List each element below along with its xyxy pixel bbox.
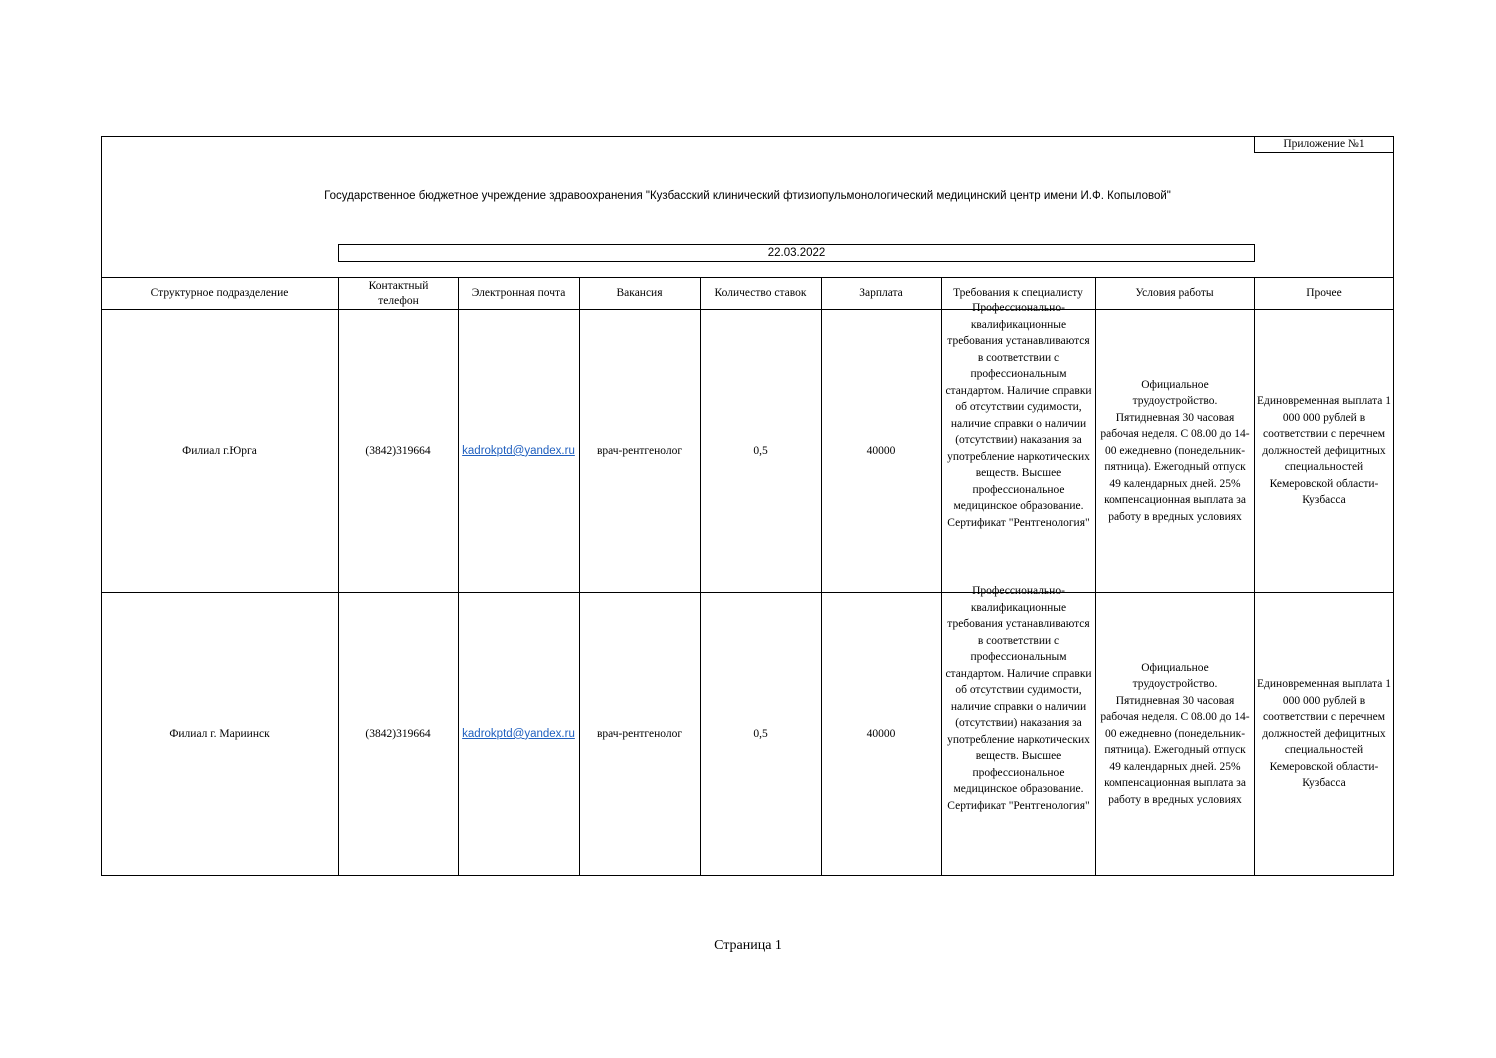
cell-salary: 40000 [866,727,896,740]
email-link[interactable]: kadrokptd@yandex.ru [462,727,575,740]
header-requirements: Требования к специалисту [953,287,1083,300]
requirements-text: Профессионально-квалификационные требования устанавливаются в соответствии с профессиональным стандартом. Наличие справки об отсутствии судимости, наличие справки о наличии (отсутствии) наказания за употребление наркотических веществ. Высшее профессиональное медицинское образование. Сертификат "Рентгенология" [945,302,1092,529]
cell-salary: 40000 [866,444,896,457]
header-rates: Количество ставок [714,287,807,300]
cell-conditions: Официальное трудоустройство. Пятидневная 30 часовая рабочая неделя. С 08.00 до 14-00 ежедневно (понедельник- пятница). Ежегодный отпуск 49 календарных дней. 25% компенсационная выплата за работу в вредных условиях [1100,661,1250,806]
header-conditions: Условия работы [1135,287,1214,300]
cell-rates: 0,5 [753,727,768,740]
header-unit: Структурное подразделение [150,287,289,300]
cell-rates: 0,5 [753,444,768,457]
cell-phone: (3842)319664 [365,444,431,457]
document-date: 22.03.2022 [767,246,826,259]
cell-unit: Филиал г.Юрга [182,444,257,457]
cell-unit: Филиал г. Мариинск [169,727,270,740]
cell-email [458,593,579,875]
header-phone: Контактный телефон [368,279,429,307]
email-link[interactable]: kadrokptd@yandex.ru [462,444,575,457]
page-footer: Страница 1 [714,937,782,953]
cell-other: Единовременная выплата 1 000 000 рублей в соответствии с перечнем должностей дефицитных специальностей Кемеровской области-Кузбасса [1257,395,1391,507]
cell-email [458,310,579,592]
header-vacancy: Вакансия [616,287,663,300]
requirements-text: Профессионально-квалификационные требования устанавливаются в соответствии с профессиональным стандартом. Наличие справки об отсутствии судимости, наличие справки о наличии (отсутствии) наказания за употребление наркотических веществ. Высшее профессиональное медицинское образование. Сертификат "Рентгенология" [945,585,1092,812]
header-salary: Зарплата [859,287,903,300]
cell-requirements [942,585,1095,875]
appendix-label: Приложение №1 [1283,138,1365,151]
header-other: Прочее [1306,287,1342,300]
header-email: Электронная почта [471,287,566,300]
cell-vacancy: врач-рентгенолог [596,444,683,457]
vacancy-sheet [101,136,1394,876]
cell-phone: (3842)319664 [365,727,431,740]
cell-other: Единовременная выплата 1 000 000 рублей в соответствии с перечнем должностей дефицитных специальностей Кемеровской области-Кузбасса [1257,678,1391,790]
organization-title: Государственное бюджетное учреждение здравоохранения "Кузбасский клинический фтизиопульмонологический медицинский центр имени И.Ф. Копыловой" [324,189,1171,202]
cell-requirements [942,302,1095,592]
cell-vacancy: врач-рентгенолог [596,727,683,740]
cell-conditions: Официальное трудоустройство. Пятидневная 30 часовая рабочая неделя. С 08.00 до 14-00 ежедневно (понедельник- пятница). Ежегодный отпуск 49 календарных дней. 25% компенсационная выплата за работу в вредных условиях [1100,378,1250,523]
